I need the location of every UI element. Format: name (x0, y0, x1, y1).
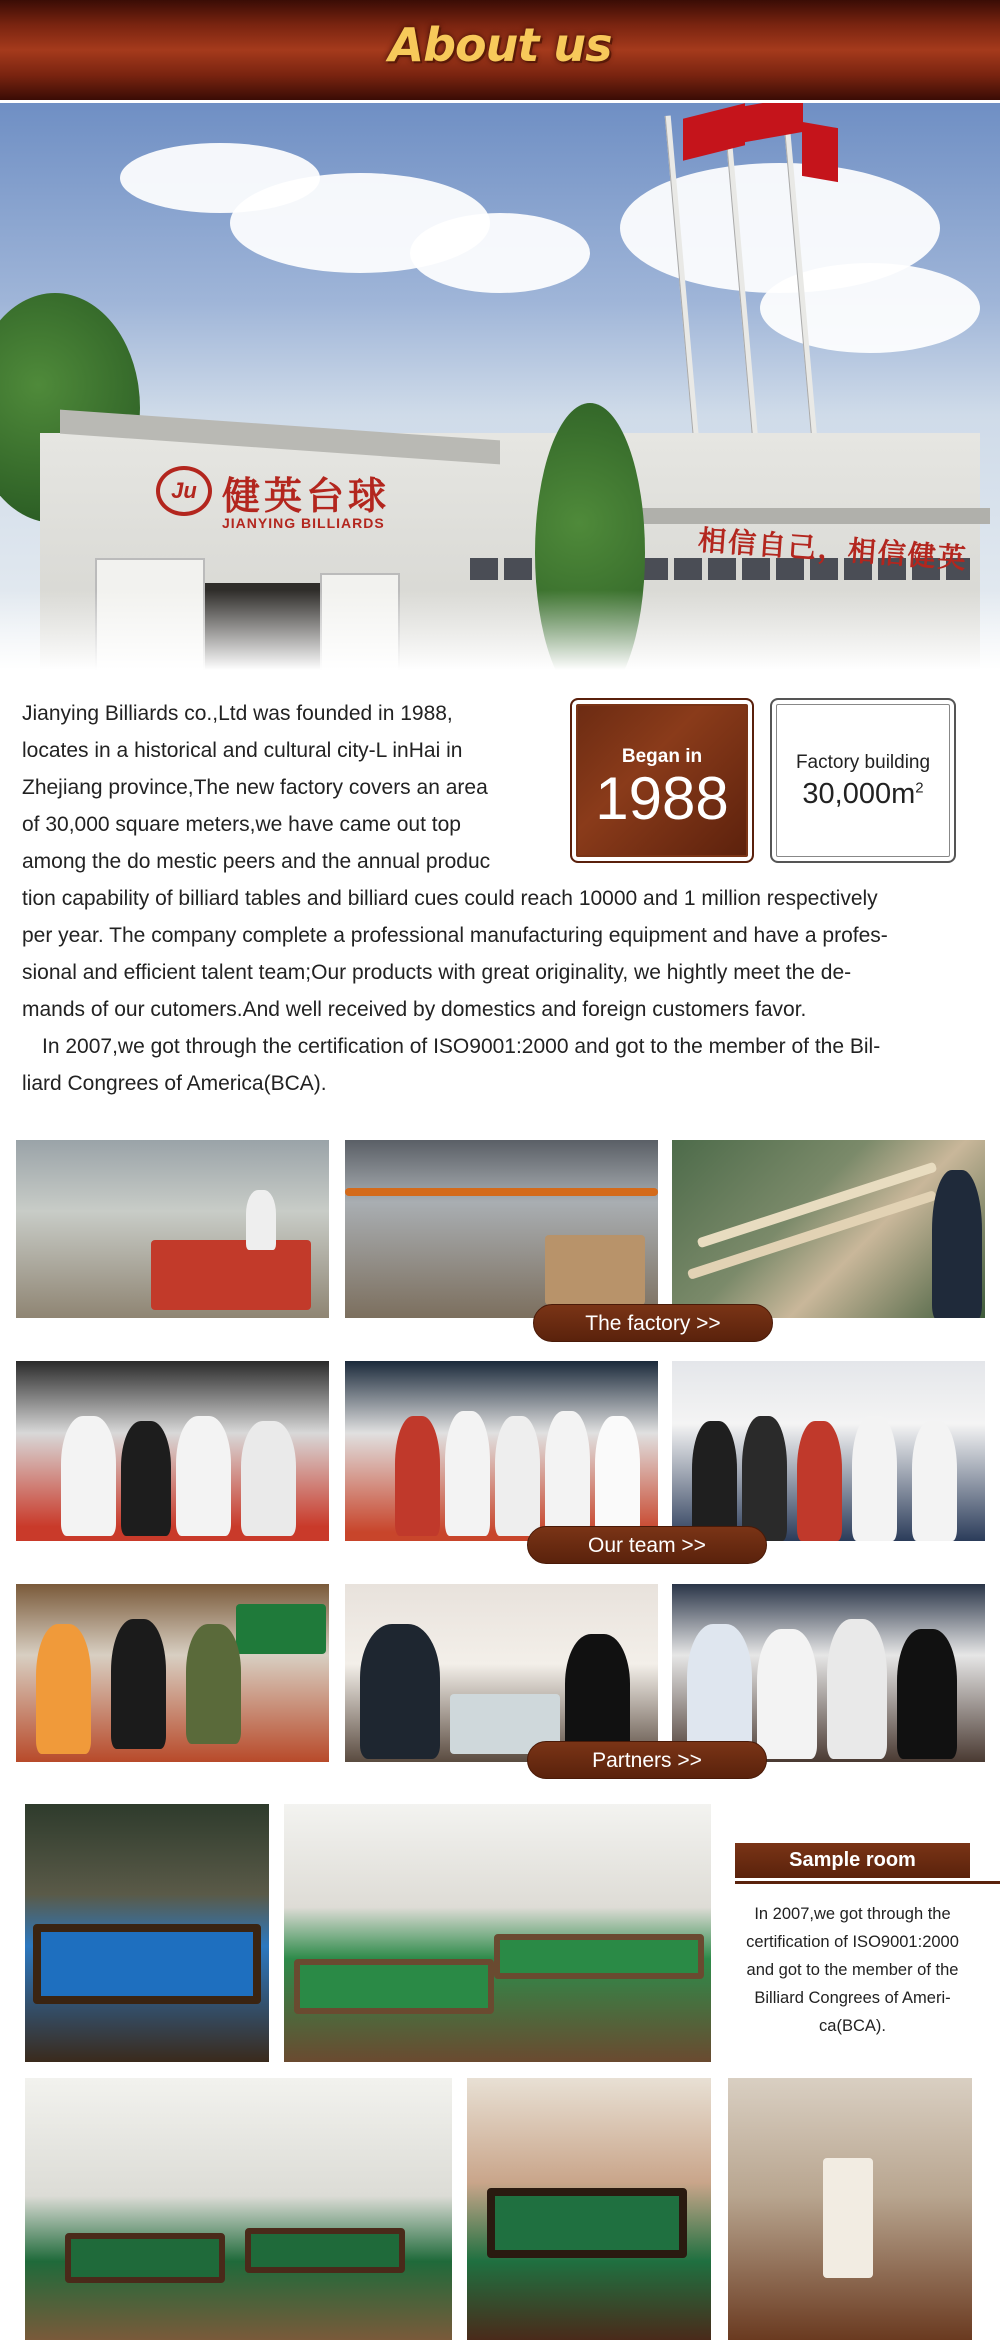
pool-table (236, 1604, 326, 1654)
stat-factory-building (770, 698, 956, 863)
sample-room-header: Sample room (735, 1843, 970, 1878)
intro-line: Zhejiang province,The new factory covers an area (22, 776, 488, 799)
crane-beam (345, 1188, 658, 1196)
person (445, 1411, 490, 1536)
factory-photo (345, 1140, 658, 1318)
person (757, 1629, 817, 1759)
stat-value (772, 778, 954, 811)
person (897, 1629, 957, 1759)
team-photo (672, 1361, 985, 1541)
partners-photo (16, 1584, 329, 1762)
partners-section-link[interactable]: Partners >> (527, 1741, 767, 1779)
sample-room-photo (728, 2078, 972, 2340)
sample-room-text (740, 1900, 965, 2040)
sample-room-line: and got to the member of the (746, 1961, 959, 1979)
person (61, 1416, 116, 1536)
sign-chinese: 健英台球 (222, 476, 391, 518)
person (176, 1416, 231, 1536)
intro-line: locates in a historical and cultural city-L inHai in (22, 739, 463, 762)
person (742, 1416, 787, 1541)
jianying-logo: Ju (156, 466, 212, 516)
person (241, 1421, 296, 1536)
person (692, 1421, 737, 1541)
person (186, 1624, 241, 1744)
person (121, 1421, 171, 1536)
sample-room-photo (25, 1804, 269, 2062)
stat-value-number: 30,000m (802, 778, 916, 810)
divider (735, 1881, 1000, 1884)
pool-table (294, 1959, 494, 2014)
sample-room-line: ca(BCA). (819, 2017, 886, 2035)
person (595, 1416, 640, 1536)
person (360, 1624, 440, 1759)
hero-fade (0, 590, 1000, 670)
factory-section-link[interactable]: The factory >> (533, 1304, 773, 1342)
intro-line: In 2007,we got through the certification of ISO9001:2000 and got to the member of the Bil- (42, 1035, 881, 1058)
sign-english: JIANYING BILLIARDS (222, 515, 385, 531)
person (36, 1624, 91, 1754)
sample-room-line: In 2007,we got through the (754, 1905, 951, 1923)
person (395, 1416, 440, 1536)
about-us-banner (0, 0, 1000, 100)
partners-photo (672, 1584, 985, 1762)
intro-line: Jianying Billiards co.,Ltd was founded in 1988, (22, 702, 453, 725)
intro-line: among the do mestic peers and the annual produc (22, 850, 491, 873)
slogan: 相信自己，相信健英 (697, 524, 969, 575)
stat-label: Began in (621, 746, 703, 767)
intro-line: mands of our cutomers.And well received by domestics and foreign customers favor. (22, 998, 807, 1021)
person (912, 1421, 957, 1541)
team-photo (345, 1361, 658, 1541)
hallway (823, 2158, 873, 2278)
factory-photo (16, 1140, 329, 1318)
sample-room-photo (25, 2078, 452, 2340)
intro-line: of 30,000 square meters,we have came out top (22, 813, 461, 836)
cloud (760, 263, 980, 353)
lumber-stack (151, 1240, 311, 1310)
stat-label: Factory building (795, 752, 931, 773)
stat-value: 1988 (595, 765, 729, 832)
person (852, 1416, 897, 1541)
pool-table (245, 2228, 405, 2273)
intro-line: tion capability of billiard tables and billiard cues could reach 10000 and 1 million respectively (22, 887, 878, 910)
team-section-link[interactable]: Our team >> (527, 1526, 767, 1564)
person (495, 1416, 540, 1536)
stat-unit: 2 (915, 779, 924, 797)
intro-line: sional and efficient talent team;Our products with great originality, we hightly meet the de- (22, 961, 852, 984)
person (687, 1624, 752, 1759)
person (111, 1619, 166, 1749)
flag (745, 103, 803, 142)
worker (932, 1170, 982, 1318)
flag (802, 122, 838, 182)
factory-photo (672, 1140, 985, 1318)
sample-room-photo (284, 1804, 711, 2062)
pool-table (33, 1924, 261, 2004)
flag (683, 103, 745, 160)
team-photo (16, 1361, 329, 1541)
pool-table (487, 2188, 687, 2258)
person (797, 1421, 842, 1541)
person (545, 1411, 590, 1536)
sample-room-line: Billiard Congrees of Ameri- (754, 1989, 951, 2007)
roof (590, 508, 990, 524)
intro-line: per year. The company complete a professional manufacturing equipment and have a profes- (22, 924, 888, 947)
pool-table (65, 2233, 225, 2283)
page-title: About us (388, 18, 612, 72)
sample-room-photo (467, 2078, 711, 2340)
stat-began-in (570, 698, 754, 863)
worker (246, 1190, 276, 1250)
material-pile (545, 1235, 645, 1305)
partners-photo (345, 1584, 658, 1762)
pool-table (494, 1934, 704, 1979)
cloud (410, 213, 590, 293)
sample-room-line: certification of ISO9001:2000 (746, 1933, 959, 1951)
factory-hero-image (0, 103, 1000, 670)
person (827, 1619, 887, 1759)
intro-line: liard Congrees of America(BCA). (22, 1072, 327, 1095)
